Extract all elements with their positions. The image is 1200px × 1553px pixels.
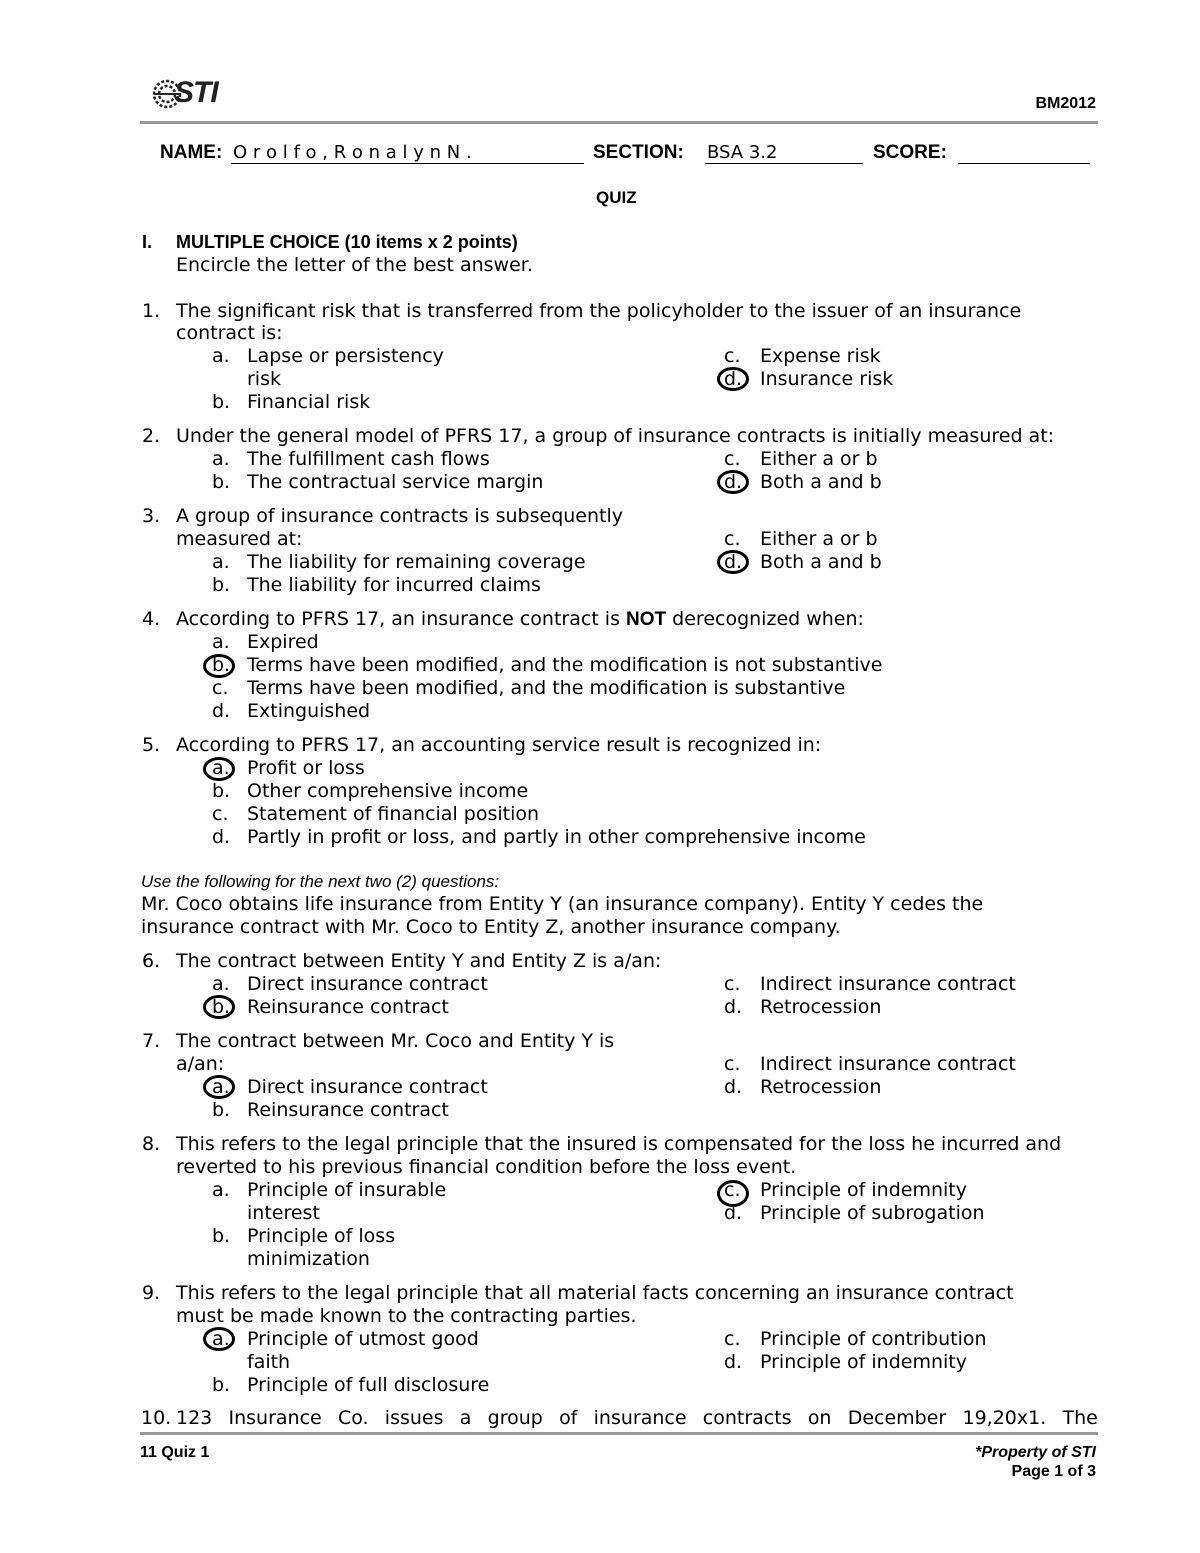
option-letter[interactable]: c. [724,345,741,367]
option-text: Insurance risk [760,368,894,390]
part-number: I. [142,232,153,252]
option-letter[interactable]: d. [724,1351,743,1373]
question-text: According to PFRS 17, an insurance contract is NOT derecognized when: [176,608,864,630]
header-rule [140,121,1098,124]
footer-label: 11 Quiz 1 [140,1444,210,1461]
section-value: BSA 3.2 [707,142,778,163]
option-text: Statement of financial position [247,803,540,825]
section-label: SECTION: [593,142,684,163]
option-text: The liability for remaining coverage [247,551,586,573]
quiz-title: QUIZ [596,188,637,207]
word: 123 [176,1407,213,1429]
word: issues [384,1407,444,1429]
part-instruction: Encircle the letter of the best answer. [176,254,533,276]
option-letter[interactable]: b. [212,654,231,676]
question-text: The significant risk that is transferred from the policyholder to the issuer of an insurance [176,300,1022,322]
footer-rule [140,1432,1098,1435]
option-text: Both a and b [760,551,882,573]
question-text: This refers to the legal principle that the insured is compensated for the loss he incurred and [176,1133,1062,1155]
option-letter[interactable]: b. [212,391,231,413]
option-letter[interactable]: b. [212,996,231,1018]
word: contracts [702,1407,792,1429]
option-text: Both a and b [760,471,882,493]
name-underline [231,163,584,164]
word: group [487,1407,543,1429]
option-text: Principle of indemnity [760,1351,967,1373]
part-heading: MULTIPLE CHOICE (10 items x 2 points) [176,232,518,252]
option-letter[interactable]: a. [212,1179,230,1201]
word: insurance [593,1407,687,1429]
option-letter[interactable]: a. [212,448,230,470]
answer-circle [717,367,749,391]
case-intro: Use the following for the next two (2) questions: [141,872,500,891]
answer-circle [203,757,235,781]
option-text: Principle of contribution [760,1328,987,1350]
option-text: Principle of subrogation [760,1202,985,1224]
word: Insurance [228,1407,322,1429]
option-text: risk [247,368,281,390]
option-text: Partly in profit or loss, and partly in other comprehensive income [247,826,866,848]
answer-circle [717,470,749,494]
question-number: 4. [142,608,161,630]
option-text: Either a or b [760,448,878,470]
option-letter[interactable]: c. [724,1053,741,1075]
option-letter[interactable]: c. [724,528,741,550]
question-number: 10. [141,1407,172,1429]
option-letter[interactable]: b. [212,1099,231,1121]
question-number: 5. [142,734,161,756]
option-letter[interactable]: b. [212,1225,231,1247]
option-text: Indirect insurance contract [760,973,1016,995]
document-code: BM2012 [1035,95,1096,112]
case-text: insurance contract with Mr. Coco to Entity Z, another insurance company. [141,916,841,938]
option-text: Principle of indemnity [760,1179,967,1201]
option-text: Terms have been modified, and the modification is substantive [247,677,846,699]
option-text: The liability for incurred claims [247,574,541,596]
option-letter[interactable]: d. [724,1076,743,1098]
question-text: The contract between Mr. Coco and Entity Y is [176,1030,615,1052]
option-text: Terms have been modified, and the modification is not substantive [247,654,883,676]
option-text: Principle of utmost good [247,1328,479,1350]
word: The [1062,1407,1098,1429]
option-text: Extinguished [247,700,371,722]
answer-circle [203,1075,235,1099]
option-letter[interactable]: b. [212,1374,231,1396]
score-label: SCORE: [873,142,947,163]
question-number: 1. [142,300,161,322]
option-letter[interactable]: d. [724,551,743,573]
section-underline [705,163,863,164]
option-letter[interactable]: d. [724,368,743,390]
question-number: 7. [142,1030,161,1052]
option-text: minimization [247,1248,370,1270]
option-letter[interactable]: a. [212,551,230,573]
question-text: must be made known to the contracting parties. [176,1305,637,1327]
option-text: Profit or loss [247,757,365,779]
option-letter[interactable]: a. [212,757,230,779]
case-text: Mr. Coco obtains life insurance from Entity Y (an insurance company). Entity Y cedes the [141,893,984,915]
option-text: faith [247,1351,291,1373]
question-text: a/an: [176,1053,225,1075]
question-text [176,1407,1098,1430]
option-letter[interactable]: c. [724,973,741,995]
score-underline [958,163,1090,164]
option-text: Indirect insurance contract [760,1053,1016,1075]
option-letter[interactable]: d. [724,996,743,1018]
word: a [459,1407,472,1429]
option-letter[interactable]: b. [212,574,231,596]
option-letter[interactable]: a. [212,1076,230,1098]
word: Co. [337,1407,369,1429]
option-letter[interactable]: a. [212,345,230,367]
option-text: Reinsurance contract [247,996,449,1018]
question-number: 9. [142,1282,161,1304]
word: 19,20x1. [962,1407,1047,1429]
question-text: According to PFRS 17, an accounting service result is recognized in: [176,734,822,756]
option-text: Financial risk [247,391,371,413]
option-text: interest [247,1202,320,1224]
question-text: contract is: [176,322,283,344]
option-letter[interactable]: a. [212,973,230,995]
option-letter[interactable]: d. [212,826,231,848]
question-number: 8. [142,1133,161,1155]
option-text: Direct insurance contract [247,1076,488,1098]
answer-circle [203,1327,235,1351]
option-text: Principle of insurable [247,1179,447,1201]
option-text: The contractual service margin [247,471,544,493]
option-letter[interactable]: b. [212,780,231,802]
option-text: The fulfillment cash flows [247,448,490,470]
option-text: Either a or b [760,528,878,550]
option-letter[interactable]: c. [724,448,741,470]
question-text: The contract between Entity Y and Entity Z is a/an: [176,950,662,972]
question-text: Under the general model of PFRS 17, a group of insurance contracts is initially measured at: [176,425,1055,447]
option-text: Principle of full disclosure [247,1374,490,1396]
question-number: 3. [142,505,161,527]
option-letter[interactable]: d. [724,1202,743,1224]
option-letter[interactable]: c. [724,1328,741,1350]
option-letter[interactable]: d. [212,700,231,722]
option-text: Reinsurance contract [247,1099,449,1121]
question-text: reverted to his previous financial condition before the loss event. [176,1156,797,1178]
option-letter[interactable]: c. [212,677,229,699]
word: on [807,1407,832,1429]
question-text: A group of insurance contracts is subsequently [176,505,624,527]
logo-text: STI [174,76,218,109]
option-text: Retrocession [760,996,882,1018]
answer-circle [203,995,235,1019]
option-letter[interactable]: c. [724,1179,741,1201]
option-letter[interactable]: a. [212,1328,230,1350]
option-text: Expense risk [760,345,881,367]
question-number: 6. [142,950,161,972]
name-value: O r o l f o , R o n a l y n N . [233,142,472,163]
option-text: Direct insurance contract [247,973,488,995]
question-number: 2. [142,425,161,447]
option-letter[interactable]: d. [724,471,743,493]
answer-circle [203,654,235,678]
option-letter[interactable]: b. [212,471,231,493]
answer-circle [717,1180,749,1207]
option-text: Principle of loss [247,1225,396,1247]
option-text: Lapse or persistency [247,345,444,367]
question-text: This refers to the legal principle that all material facts concerning an insurance contract [176,1282,1014,1304]
option-text: Retrocession [760,1076,882,1098]
option-letter[interactable]: a. [212,631,230,653]
option-text: Other comprehensive income [247,780,529,802]
word: of [559,1407,578,1429]
option-letter[interactable]: c. [212,803,229,825]
option-text: Expired [247,631,319,653]
footer-property: *Property of STI [975,1444,1096,1461]
answer-circle [717,550,749,574]
footer-page: Page 1 of 3 [1011,1463,1096,1480]
question-text: measured at: [176,528,303,550]
name-label: NAME: [160,142,223,163]
word: December [847,1407,947,1429]
